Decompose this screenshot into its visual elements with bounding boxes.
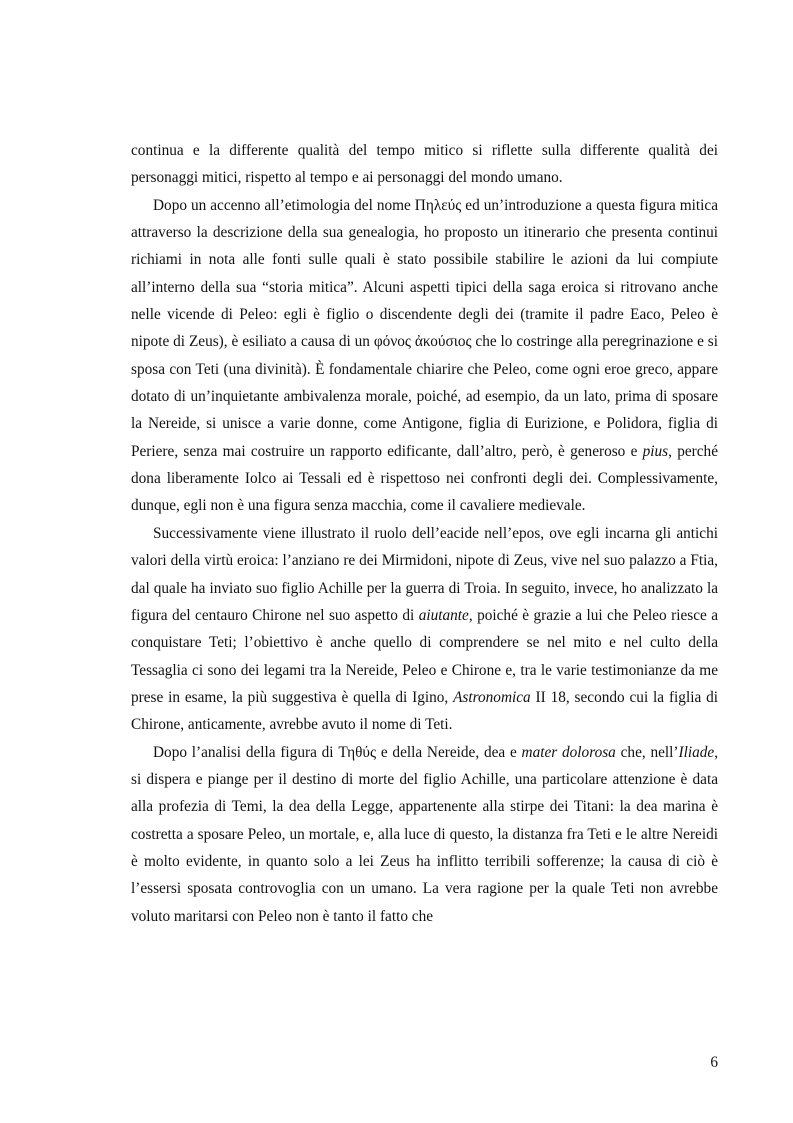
italic-text: pius (642, 442, 669, 460)
text-run: II 18, secondo cui la figlia di Chirone, anticamente, avrebbe avuto il nome di Teti. (131, 688, 718, 734)
text-run: , perché dona liberamente Iolco ai Tessali ed è rispettoso nei confronti degli dei. Complessivamente, dunque, egli non è una figura senza macchia, come il cavaliere medievale. (131, 442, 718, 515)
text-run: che, nell’ (615, 743, 679, 761)
text-run: Successivamente viene illustrato il ruolo dell’eacide nell’epos, ove egli incarna gli antichi valori della virtù eroica: l’anziano re dei Mirmidoni, nipote di Zeus, vive nel suo palazzo a Ftia, dal quale ha inviato suo figlio Achille per la guerra di Troia. In seguito, invece, ho analizzato la figura del centauro Chirone nel suo aspetto di (131, 524, 718, 624)
paragraph (131, 739, 718, 930)
italic-text: mater dolorosa (521, 743, 616, 761)
paragraph (131, 137, 718, 192)
text-run: Dopo l’analisi della figura di Τηθύς e della Nereide, dea e (153, 743, 522, 761)
page-number: 6 (710, 1054, 718, 1071)
text-run: Dopo un accenno all’etimologia del nome Πηλεύς ed un’introduzione a questa figura mitica attraverso la descrizione della sua genealogia, ho proposto un itinerario che presenta continui richiami in nota alle fonti sulle quali è stato possibile stabilire le azioni da lui compiute all’interno della sua “storia mitica”. Alcuni aspetti tipici della saga eroica si ritrovano anche nelle vicende di Peleo: egli è figlio o discendente degli dei (tramite il padre Eaco, Peleo è nipote di Zeus), è esiliato a causa di un φόνος ἀκούσιος che lo costringe alla peregrinazione e si sposa con Teti (una divinità). È fondamentale chiarire che Peleo, come ogni eroe greco, appare dotato di un’inquietante ambivalenza morale, poiché, ad esempio, da un lato, prima di sposare la Nereide, si unisce a varie donne, come Antigone, figlia di Eurizione, e Polidora, figlia di Periere, senza mai costruire un rapporto edificante, dall’altro, però, è generoso e (131, 196, 718, 460)
paragraph (131, 520, 718, 739)
text-run: , si dispera e piange per il destino di morte del figlio Achille, una particolare attenzione è data alla profezia di Temi, la dea della Legge, appartenente alla stirpe dei Titani: la dea marina è costretta a sposare Peleo, un mortale, e, alla luce di questo, la distanza fra Teti e le altre Nereidi è molto evidente, in quanto solo a lei Zeus ha inflitto terribili sofferenze; la causa di ciò è l’essersi sposata controvoglia con un umano. La vera ragione per la quale Teti non avrebbe voluto maritarsi con Peleo non è tanto il fatto che (131, 743, 719, 925)
italic-text: Iliade (678, 743, 715, 761)
italic-text: Astronomica (453, 688, 531, 706)
italic-text: aiutante (418, 606, 469, 624)
paragraph (131, 192, 718, 520)
body-text (131, 137, 718, 930)
text-run: , poiché è grazie a lui che Peleo riesce a conquistare Teti; l’obiettivo è anche quello di comprendere se nel mito e nel culto della Tessaglia ci sono dei legami tra la Nereide, Peleo e Chirone e, tra le varie testimonianze da me prese in esame, la più suggestiva è quella di Igino, (131, 606, 718, 706)
text-run: continua e la differente qualità del tempo mitico si riflette sulla differente qualità dei personaggi mitici, rispetto al tempo e ai personaggi del mondo umano. (131, 142, 718, 187)
